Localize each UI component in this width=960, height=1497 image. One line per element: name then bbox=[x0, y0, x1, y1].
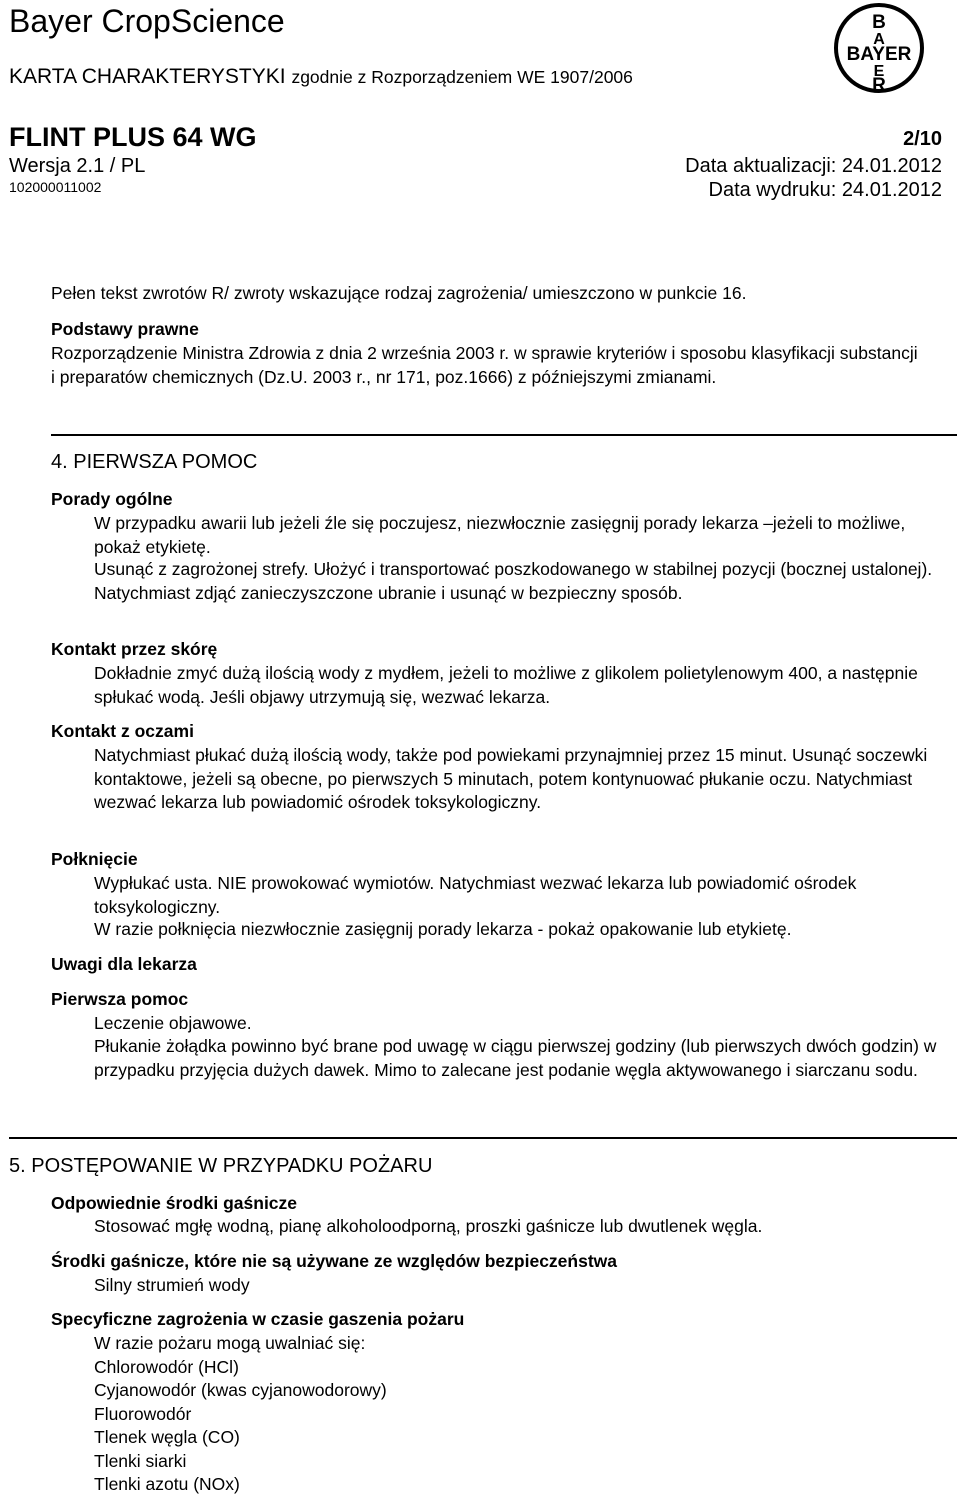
legal-basis-text: Rozporządzenie Ministra Zdrowia z dnia 2 września 2003 r. w sprawie kryteriów i sposobu klasyfikacji substancji i preparatów chemicznych (Dz.U. 2003 r., nr 171, poz.1666) z późniejszymi zmianami. bbox=[51, 343, 918, 387]
company-name: Bayer CropScience bbox=[9, 3, 285, 39]
section-5-title: 5. POSTĘPOWANIE W PRZYPADKU POŻARU bbox=[9, 1155, 433, 1177]
list-item: Tlenek węgla (CO) bbox=[94, 1427, 240, 1447]
version: Wersja 2.1 / PL bbox=[9, 155, 146, 177]
ingestion-text-2: W razie połknięcia niezwłocznie zasięgnij porady lekarza - pokaż opakowanie lub etykietę. bbox=[94, 919, 792, 939]
first-aid-text-2: Płukanie żołądka powinno być brane pod uwagę w ciągu pierwszej godziny (lub pierwszych dwóch godzin) w przypadku przyjęcia dużych dawek. Mimo to zalecane jest podanie węgla aktywowanego i siarczanu sodu. bbox=[94, 1036, 937, 1080]
specific-hazards-list bbox=[94, 1332, 944, 1497]
list-item: W razie pożaru mogą uwalniać się: bbox=[94, 1333, 366, 1353]
logo-letter-r: R bbox=[872, 75, 886, 94]
product-name: FLINT PLUS 64 WG bbox=[9, 122, 257, 152]
update-date: Data aktualizacji: 24.01.2012 bbox=[685, 155, 942, 177]
document-number: 102000011002 bbox=[9, 179, 102, 195]
document-type-main: KARTA CHARAKTERYSTYKI bbox=[9, 65, 286, 88]
document-type bbox=[9, 64, 633, 90]
general-advice-heading: Porady ogólne bbox=[51, 489, 173, 509]
logo-letter-a: A bbox=[873, 31, 885, 48]
ingestion-heading: Połknięcie bbox=[51, 849, 138, 869]
eye-contact-text: Natychmiast płukać dużą ilością wody, także pod powiekami przynajmniej przez 15 minut. Usunąć soczewki kontaktowe, jeżeli są obecne, po pierwszych 5 minutach, potem kontynuować płukanie oczu. Natychmiast wezwać lekarza lub powiadomić ośrodek toksykologiczny. bbox=[94, 745, 928, 812]
ingestion-text-1: Wypłukać usta. NIE prowokować wymiotów. Natychmiast wezwać lekarza lub powiadomić ośrodek toksykologiczny. bbox=[94, 873, 857, 917]
logo-letter-b: B bbox=[872, 12, 886, 33]
document-type-regulation: zgodnie z Rozporządzeniem WE 1907/2006 bbox=[291, 67, 633, 87]
bayer-logo-icon bbox=[833, 2, 925, 94]
full-text-note: Pełen tekst zwrotów R/ zwroty wskazujące rodzaj zagrożenia/ umieszczono w punkcie 16. bbox=[51, 283, 747, 303]
suitable-media-heading: Odpowiednie środki gaśnicze bbox=[51, 1193, 298, 1213]
eye-contact-heading: Kontakt z oczami bbox=[51, 721, 194, 741]
unsuitable-media-heading: Środki gaśnicze, które nie są używane ze względów bezpieczeństwa bbox=[51, 1251, 618, 1271]
section-divider bbox=[51, 434, 957, 436]
print-date: Data wydruku: 24.01.2012 bbox=[708, 179, 942, 201]
unsuitable-media-text: Silny strumień wody bbox=[94, 1275, 250, 1295]
section-divider bbox=[9, 1137, 957, 1139]
logo-word-bayer: BAYER bbox=[846, 44, 912, 65]
doctor-notes-heading: Uwagi dla lekarza bbox=[51, 954, 197, 974]
suitable-media-text: Stosować mgłę wodną, pianę alkoholoodporną, proszki gaśnicze lub dwutlenek węgla. bbox=[94, 1216, 763, 1236]
list-item: Tlenki azotu (NOx) bbox=[94, 1474, 240, 1494]
legal-basis-heading: Podstawy prawne bbox=[51, 319, 199, 339]
section-4-title: 4. PIERWSZA POMOC bbox=[51, 451, 258, 473]
list-item: Cyjanowodór (kwas cyjanowodorowy) bbox=[94, 1380, 387, 1400]
general-advice-text-1: W przypadku awarii lub jeżeli źle się poczujesz, niezwłocznie zasięgnij porady lekarza –jeżeli to możliwe, pokaż etykietę. bbox=[94, 513, 906, 557]
skin-contact-text: Dokładnie zmyć dużą ilością wody z mydłem, jeżeli to możliwe z glikolem polietylenowym 400, a następnie spłukać wodą. Jeśli objawy utrzymują się, wezwać lekarza. bbox=[94, 663, 918, 707]
general-advice-text-2: Usunąć z zagrożonej strefy. Ułożyć i transportować poszkodowanego w stabilnej pozycji (bocznej ustalonej). Natychmiast zdjąć zanieczyszczone ubranie i usunąć w bezpieczny sposób. bbox=[94, 559, 933, 603]
first-aid-heading: Pierwsza pomoc bbox=[51, 989, 189, 1009]
specific-hazards-heading: Specyficzne zagrożenia w czasie gaszenia pożaru bbox=[51, 1309, 465, 1329]
logo-letter-e: E bbox=[873, 63, 885, 80]
list-item: Fluorowodór bbox=[94, 1403, 192, 1424]
page-number: 2/10 bbox=[903, 128, 942, 150]
first-aid-text-1: Leczenie objawowe. bbox=[94, 1013, 252, 1033]
skin-contact-heading: Kontakt przez skórę bbox=[51, 639, 218, 659]
list-item: Chlorowodór (HCl) bbox=[94, 1356, 239, 1377]
list-item: Tlenki siarki bbox=[94, 1450, 187, 1471]
